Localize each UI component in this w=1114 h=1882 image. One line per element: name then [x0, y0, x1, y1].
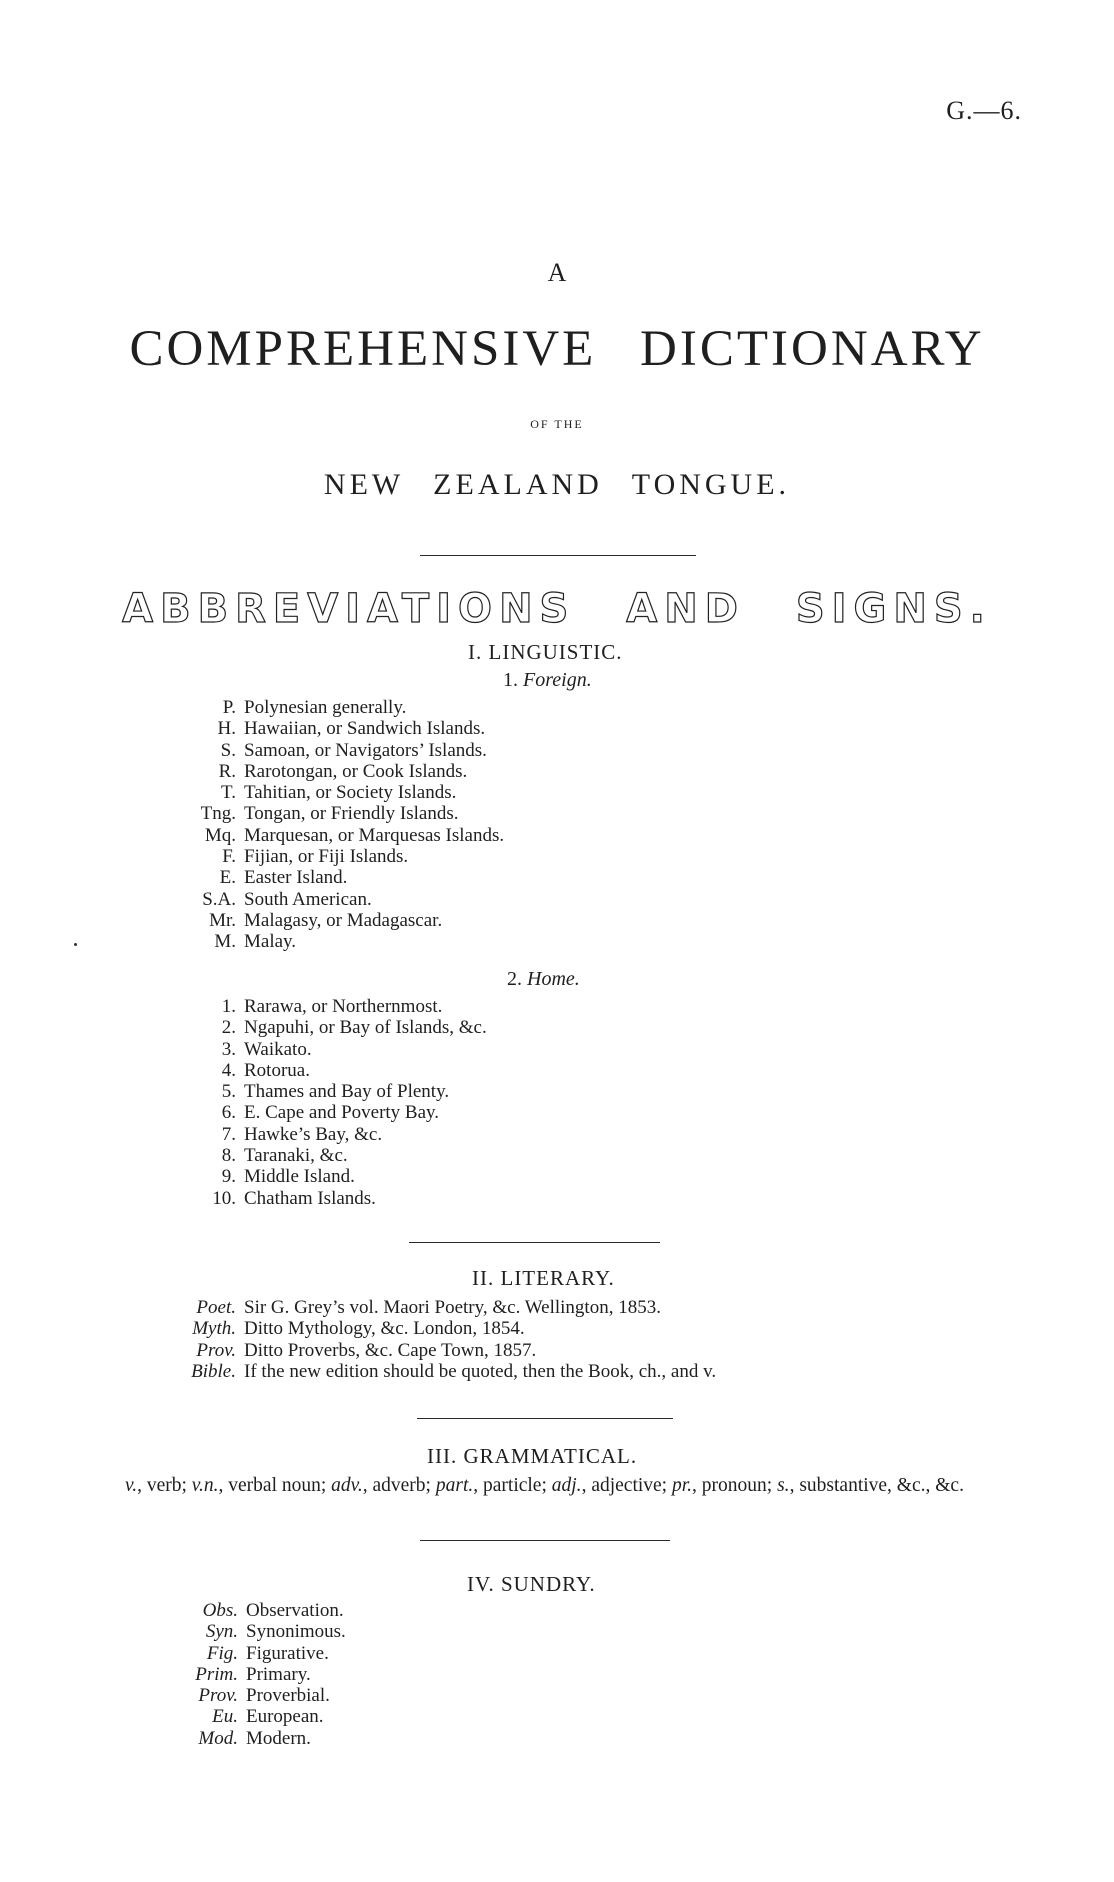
grammar-definition: , adjective; — [581, 1475, 672, 1496]
home-row — [196, 1166, 487, 1187]
definition: Observation. — [246, 1600, 344, 1621]
page-speck — [74, 943, 77, 946]
home-subheading-label: Home. — [527, 968, 580, 990]
definition: Tongan, or Friendly Islands. — [244, 803, 459, 825]
divider — [417, 1418, 673, 1419]
abbreviation: Eu. — [212, 1706, 238, 1728]
divider — [420, 555, 696, 556]
definition: Synonimous. — [246, 1621, 346, 1643]
home-row — [196, 1081, 487, 1102]
definition: Chatham Islands. — [244, 1187, 376, 1209]
definition: E. Cape and Poverty Bay. — [244, 1102, 440, 1124]
abbreviation: 5. — [221, 1081, 236, 1103]
abbreviation: Tng. — [200, 803, 236, 825]
home-row — [196, 1060, 487, 1081]
foreign-row — [176, 910, 504, 931]
abbreviation: 3. — [221, 1038, 236, 1060]
abbreviation: 6. — [221, 1102, 236, 1124]
definition: Proverbial. — [246, 1685, 330, 1707]
foreign-row — [176, 803, 504, 824]
abbreviation: M. — [214, 931, 236, 953]
grammatical-heading: III. GRAMMATICAL. — [427, 1444, 638, 1468]
definition: Modern. — [246, 1727, 311, 1749]
sundry-heading: IV. SUNDRY. — [467, 1572, 596, 1596]
definition: Tahitian, or Society Islands. — [244, 782, 457, 804]
grammar-abbreviation: s. — [777, 1475, 790, 1496]
abbreviation: 1. — [221, 996, 236, 1017]
divider — [409, 1242, 660, 1243]
home-row — [196, 1039, 487, 1060]
definition: Figurative. — [246, 1642, 329, 1664]
definition: Samoan, or Navigators’ Islands. — [244, 739, 487, 761]
literary-list — [158, 1297, 716, 1382]
definition: Rarawa, or Northernmost. — [244, 996, 443, 1017]
abbreviation: Fig. — [206, 1642, 238, 1664]
definition: Polynesian generally. — [244, 697, 407, 718]
abbreviation: Myth. — [192, 1318, 236, 1340]
grammar-abbreviation: adj. — [551, 1475, 582, 1496]
foreign-row — [176, 846, 504, 867]
literary-row — [158, 1340, 716, 1361]
grammar-definition: , verbal noun; — [218, 1475, 332, 1496]
foreign-row — [176, 825, 504, 846]
sundry-list — [166, 1600, 346, 1749]
abbreviation: Poet. — [196, 1297, 236, 1318]
definition: Hawaiian, or Sandwich Islands. — [244, 718, 486, 740]
literary-heading: II. LITERARY. — [472, 1266, 615, 1290]
literary-row — [158, 1297, 716, 1318]
foreign-subheading-label: Foreign. — [523, 669, 592, 691]
abbreviation: F. — [222, 846, 236, 868]
foreign-row — [176, 867, 504, 888]
title-of-the: OF THE — [530, 417, 584, 431]
abbreviation: 10. — [212, 1187, 236, 1209]
definition: South American. — [244, 888, 372, 910]
home-list — [196, 996, 487, 1209]
definition: Marquesan, or Marquesas Islands. — [244, 824, 505, 846]
definition: Middle Island. — [244, 1166, 355, 1188]
title-article: A — [547, 258, 567, 287]
home-row — [196, 1124, 487, 1145]
grammar-definition: , particle; — [473, 1475, 552, 1496]
abbreviation: Prim. — [195, 1663, 238, 1685]
abbreviation: Prov. — [198, 1685, 238, 1707]
definition: Easter Island. — [244, 867, 348, 889]
definition: Taranaki, &c. — [244, 1145, 348, 1167]
home-row — [196, 1188, 487, 1209]
definition: European. — [246, 1706, 324, 1728]
abbreviations-heading: ABBREVIATIONS AND SIGNS. — [122, 586, 992, 632]
foreign-list — [176, 697, 504, 953]
abbreviation: Mod. — [198, 1727, 238, 1749]
home-subheading-num: 2. — [507, 968, 522, 990]
grammar-abbreviation: pr. — [671, 1475, 693, 1496]
definition: Fijian, or Fiji Islands. — [244, 846, 409, 868]
abbreviation: P. — [222, 697, 236, 718]
grammar-abbreviation: v.n. — [191, 1475, 219, 1496]
foreign-row — [176, 889, 504, 910]
literary-row — [158, 1361, 716, 1382]
definition: Thames and Bay of Plenty. — [244, 1081, 450, 1103]
grammar-definition: , substantive, &c., &c. — [789, 1475, 964, 1496]
sundry-row — [166, 1664, 346, 1685]
abbreviation: Mq. — [204, 824, 236, 846]
literary-row — [158, 1318, 716, 1339]
grammar-definition: , adverb; — [362, 1475, 436, 1496]
grammar-abbreviation: v. — [125, 1475, 138, 1496]
sundry-row — [166, 1728, 346, 1749]
foreign-row — [176, 697, 504, 718]
grammar-abbreviation: adv. — [331, 1475, 363, 1496]
abbreviation: 8. — [221, 1145, 236, 1167]
definition: Primary. — [246, 1663, 311, 1685]
home-row — [196, 996, 487, 1017]
definition: Rarotongan, or Cook Islands. — [244, 760, 468, 782]
abbreviation: 2. — [221, 1017, 236, 1039]
grammar-definition: , verb; — [137, 1475, 192, 1496]
grammatical-text — [80, 1474, 1010, 1497]
definition: Waikato. — [244, 1038, 312, 1060]
abbreviation: S.A. — [202, 888, 236, 910]
abbreviation: R. — [218, 760, 236, 782]
page-reference: G.—6. — [946, 96, 1022, 125]
definition: Ditto Proverbs, &c. Cape Town, 1857. — [244, 1339, 537, 1361]
foreign-row — [176, 931, 504, 952]
abbreviation: S. — [220, 739, 236, 761]
definition: Hawke’s Bay, &c. — [244, 1123, 383, 1145]
abbreviation: 4. — [221, 1059, 236, 1081]
sundry-row — [166, 1621, 346, 1642]
sundry-row — [166, 1685, 346, 1706]
foreign-row — [176, 740, 504, 761]
abbreviation: H. — [217, 718, 236, 740]
abbreviation: Mr. — [209, 909, 236, 931]
abbreviation: Prov. — [196, 1339, 236, 1361]
home-row — [196, 1017, 487, 1038]
grammar-abbreviation: part. — [435, 1475, 474, 1496]
foreign-row — [176, 761, 504, 782]
divider — [420, 1540, 670, 1541]
foreign-subheading-num: 1. — [503, 669, 518, 691]
abbreviation: E. — [219, 867, 236, 889]
definition: If the new edition should be quoted, then the Book, ch., and v. — [244, 1360, 717, 1382]
sundry-row — [166, 1643, 346, 1664]
foreign-row — [176, 718, 504, 739]
abbreviation: Obs. — [202, 1600, 238, 1621]
definition: Rotorua. — [244, 1059, 310, 1081]
abbreviation: 7. — [221, 1123, 236, 1145]
home-subheading — [507, 968, 580, 991]
home-row — [196, 1145, 487, 1166]
definition: Ngapuhi, or Bay of Islands, &c. — [244, 1017, 487, 1039]
definition: Malay. — [244, 931, 297, 953]
foreign-subheading — [503, 669, 592, 692]
abbreviation: 9. — [221, 1166, 236, 1188]
definition: Malagasy, or Madagascar. — [244, 909, 443, 931]
sundry-row — [166, 1600, 346, 1621]
grammar-definition: , pronoun; — [692, 1475, 778, 1496]
linguistic-heading: I. LINGUISTIC. — [468, 640, 623, 664]
sundry-row — [166, 1706, 346, 1727]
foreign-row — [176, 782, 504, 803]
title-subject: NEW ZEALAND TONGUE. — [323, 468, 791, 501]
definition: Ditto Mythology, &c. London, 1854. — [244, 1318, 525, 1340]
abbreviation: Bible. — [191, 1360, 236, 1382]
abbreviation: T. — [221, 782, 236, 804]
page-title: COMPREHENSIVE DICTIONARY — [129, 321, 985, 377]
abbreviation: Syn. — [205, 1621, 238, 1643]
home-row — [196, 1102, 487, 1123]
definition: Sir G. Grey’s vol. Maori Poetry, &c. Wellington, 1853. — [244, 1297, 661, 1318]
